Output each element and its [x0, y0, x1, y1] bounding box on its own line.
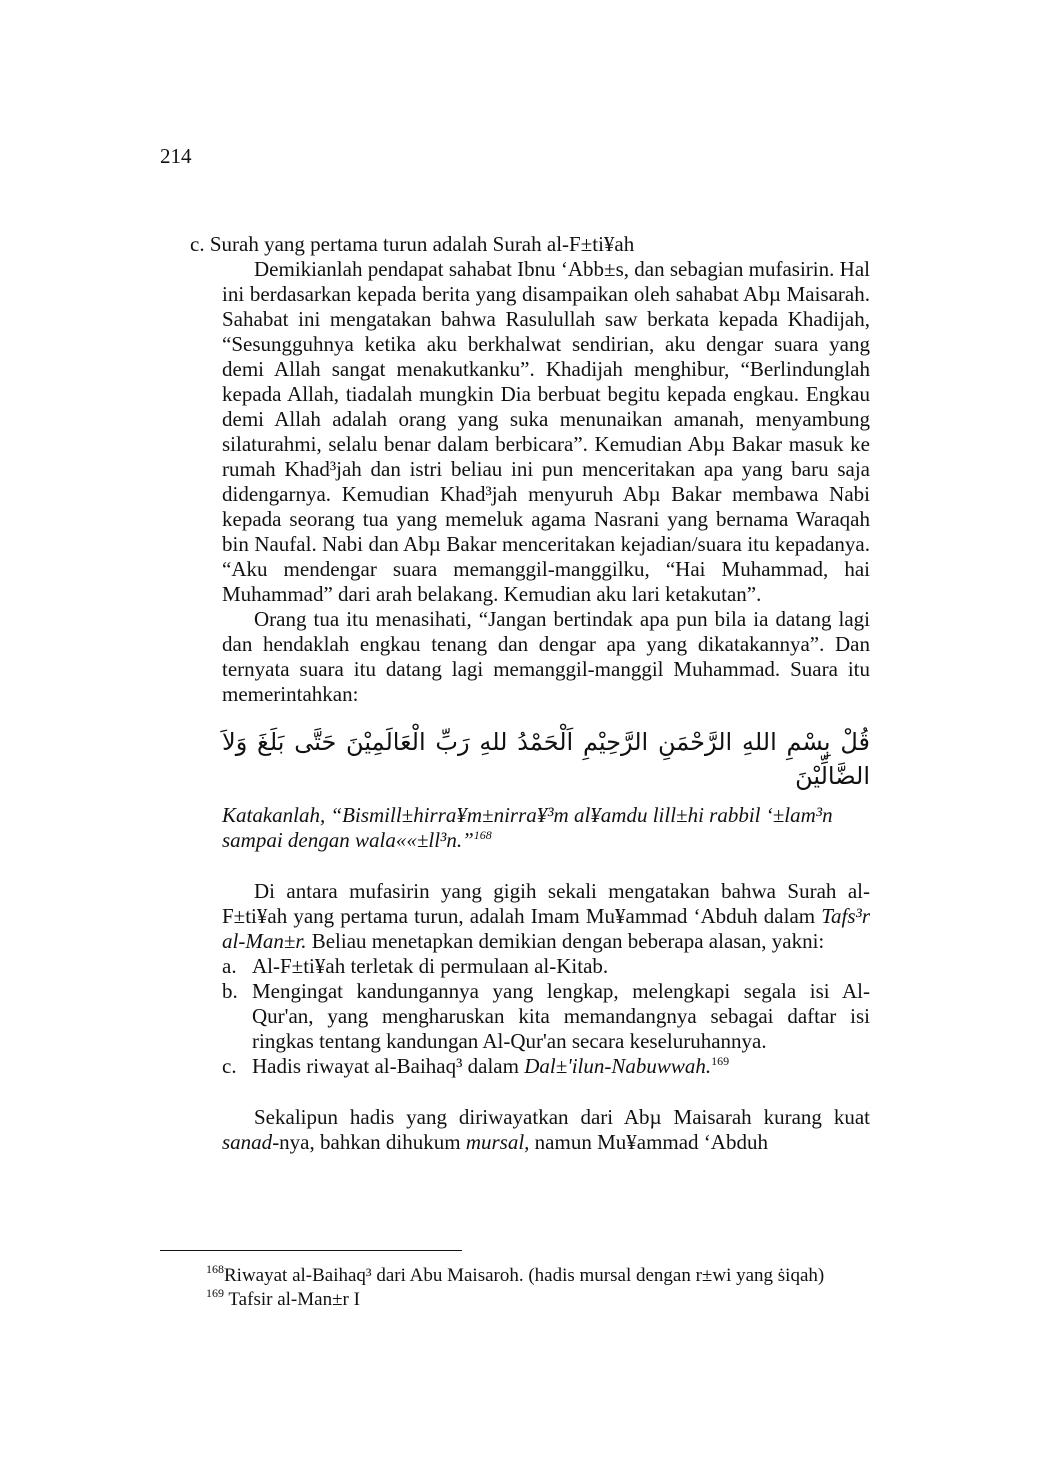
term-sanad: sanad — [222, 1130, 273, 1154]
reasons-list — [222, 954, 870, 1079]
translation-text: Katakanlah, “Bismill±hirra¥m±nirra¥³m al¥amdu lill±hi rabbil ‘±lam³n sampai dengan wala««±ll³n.” — [222, 803, 833, 852]
footnotes — [160, 1264, 870, 1312]
main-text — [190, 232, 870, 1155]
footnote-ref-169[interactable]: 169 — [711, 1054, 730, 1068]
list-text: Al-F±ti¥ah terletak di permulaan al-Kitab. — [252, 954, 609, 978]
paragraph-4-c: -nya, bahkan dihukum — [272, 1130, 466, 1154]
paragraph-1: Demikianlah pendapat sahabat Ibnu ‘Abb±s, dan sebagian mufasirin. Hal ini berdasarkan kepada berita yang disampaikan oleh sahabat Abµ Maisarah. Sahabat ini mengatakan bahwa Rasulullah saw berkata kepada Khadijah, “Sesungguhnya ketika aku berkhalwat sendirian, aku dengar suara yang demi Allah sangat menakutkanku”. Khadijah menghibur, “Berlindunglah kepada Allah, tiadalah mungkin Dia berbuat begitu kepada engkau. Engkau demi Allah adalah orang yang suka menunaikan amanah, menyambung silaturahmi, selalu benar dalam berbicara”. Kemudian Abµ Bakar masuk ke rumah Khad³jah dan istri beliau ini pun menceritakan apa yang baru saja didengarnya. Kemudian Khad³jah menyuruh Abµ Bakar membawa Nabi kepada seorang tua yang memeluk agama Nasrani yang bernama Waraqah bin Naufal. Nabi dan Abµ Bakar menceritakan kejadian/suara itu kepadanya. “Aku mendengar suara memanggil-manggilku, “Hai Muhammad, hai Muhammad” dari arah belakang. Kemudian aku lari ketakutan”. — [222, 257, 870, 606]
paragraph-3 — [222, 879, 870, 954]
paragraph-4-a: Sekalipun hadis yang diriwayatkan dari Abµ Maisarah kurang kuat — [254, 1105, 870, 1129]
footnote-divider — [160, 1250, 462, 1251]
footnote-text: Riwayat al-Baihaq³ dari Abu Maisaroh. (hadis mursal dengan r±wi yang ṡiqah) — [224, 1265, 825, 1286]
paragraph-4 — [222, 1105, 870, 1155]
spacer — [190, 853, 870, 879]
footnote-number: 168 — [206, 1262, 224, 1276]
footnote-168 — [160, 1264, 870, 1288]
list-text: Mengingat kandungannya yang lengkap, melengkapi segala isi Al-Qur'an, yang mengharuskan kita memandangnya sebagai daftar isi ringkas tentang kandungan Al-Qur'an secara keseluruhannya. — [252, 979, 870, 1053]
list-marker: c. — [222, 1054, 237, 1078]
section-heading: c. Surah yang pertama turun adalah Surah al-F±ti¥ah — [190, 232, 635, 256]
list-marker: a. — [222, 954, 237, 978]
book-title: Dal±'ilun-Nabuwwah. — [524, 1054, 712, 1078]
list-marker: b. — [222, 979, 238, 1003]
book-title: Tafs³r al-Man±r. — [222, 904, 870, 953]
verse-translation — [222, 803, 870, 853]
footnote-169 — [160, 1288, 870, 1312]
paragraph-3-end: Beliau menetapkan demikian dengan beberapa alasan, yakni: — [306, 929, 825, 953]
arabic-verse: قُلْ بِسْمِ اللهِ الرَّحْمَنِ الرَّحِيْمِ اَلْحَمْدُ للهِ رَبِّ الْعَالَمِيْنَ حَتَّى بَلَغَ وَلاَ الضَّالِّيْنَ — [222, 728, 870, 790]
page-number: 214 — [160, 144, 192, 168]
list-item — [222, 1054, 870, 1079]
list-text-container — [252, 1054, 870, 1079]
list-item — [222, 979, 870, 1054]
list-item — [222, 954, 870, 979]
footnote-ref-168[interactable]: 168 — [473, 828, 492, 842]
term-mursal: mursal, — [465, 1130, 530, 1154]
paragraph-2: Orang tua itu menasihati, “Jangan bertindak apa pun bila ia datang lagi dan hendaklah engkau tenang dan dengar apa yang dikatakannya”. Dan ternyata suara itu datang lagi memanggil-manggil Muhammad. Suara itu memerintahkan: — [222, 607, 870, 706]
paragraph-3-start: Di antara mufasirin yang gigih sekali mengatakan bahwa Surah al-F±ti¥ah yang pertama turun, adalah Imam Mu¥ammad ‘Abduh dalam — [222, 879, 870, 928]
paragraph-4-e: namun Mu¥ammad ‘Abduh — [529, 1130, 768, 1154]
footnote-text: Tafsir al-Man±r I — [224, 1289, 360, 1310]
footnote-number: 169 — [206, 1286, 224, 1300]
spacer — [190, 1079, 870, 1105]
list-text: Hadis riwayat al-Baihaq³ dalam — [252, 1054, 525, 1078]
